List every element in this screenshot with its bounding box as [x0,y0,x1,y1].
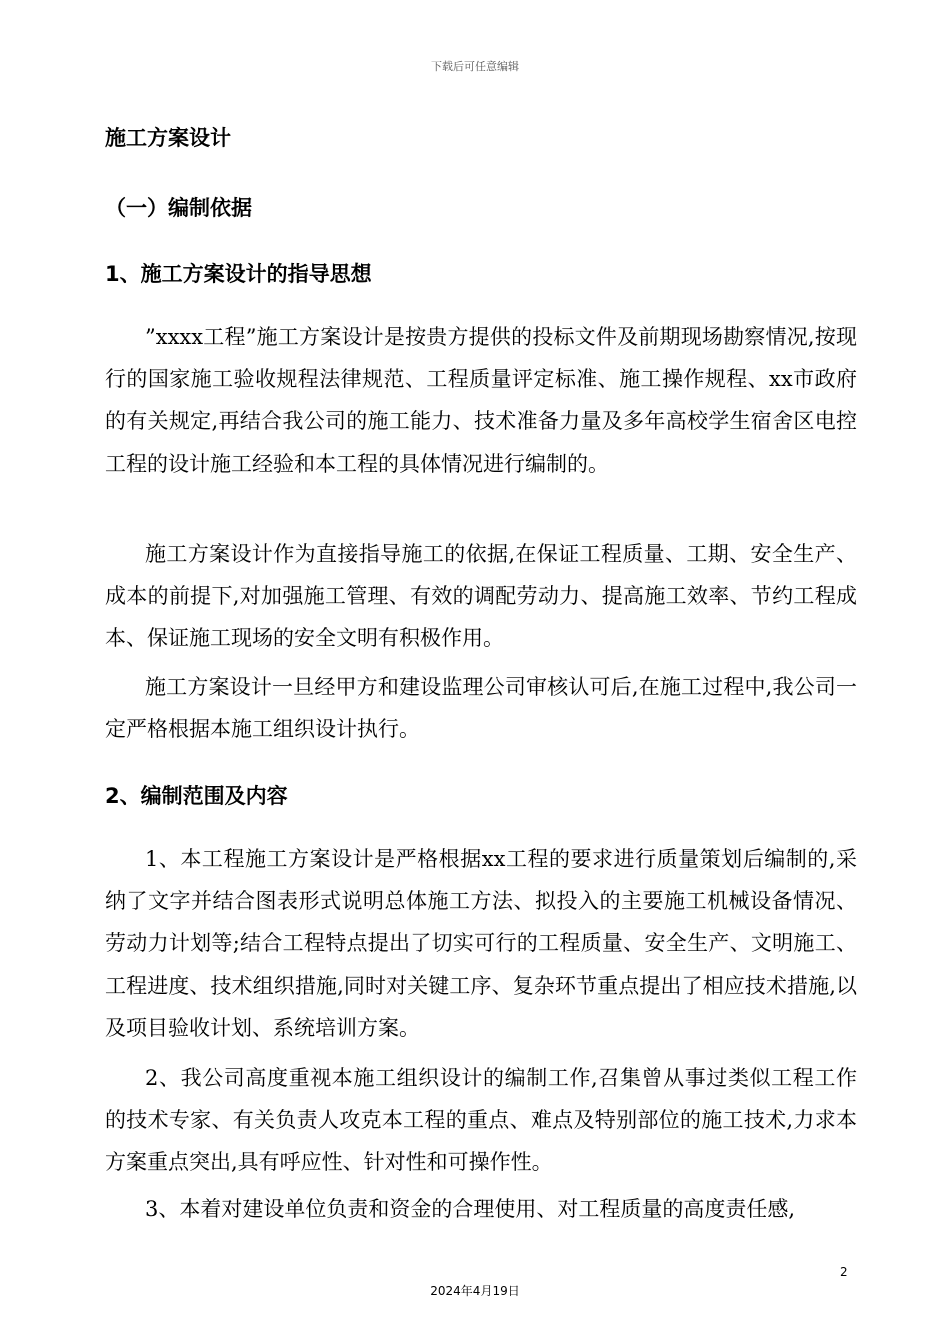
document-title: 施工方案设计 [105,126,231,150]
subsection-heading: 1、施工方案设计的指导思想 [105,262,372,286]
body-paragraph: 施工方案设计一旦经甲方和建设监理公司审核认可后,在施工过程中,我公司一定严格根据本施工组织设计执行。 [105,675,857,742]
footer-date: 2024年4月19日 [430,1284,520,1298]
body-paragraph: 2、我公司高度重视本施工组织设计的编制工作,召集曾从事过类似工程工作的技术专家、有关负责人攻克本工程的重点、难点及特别部位的施工技术,力求本方案重点突出,具有呼应性、针对性和可操作性。 [105,1066,857,1175]
page-number: 2 [840,1265,848,1279]
subsection-heading: 2、编制范围及内容 [105,784,288,808]
body-paragraph: 3、本着对建设单位负责和资金的合理使用、对工程质量的高度责任感, [145,1197,796,1221]
body-paragraph: 施工方案设计作为直接指导施工的依据,在保证工程质量、工期、安全生产、成本的前提下,对加强施工管理、有效的调配劳动力、提高施工效率、节约工程成本、保证施工现场的安全文明有积极作用。 [105,542,857,651]
body-paragraph: 1、本工程施工方案设计是严格根据xx工程的要求进行质量策划后编制的,采纳了文字并结合图表形式说明总体施工方法、拟投入的主要施工机械设备情况、劳动力计划等;结合工程特点提出了切实可行的工程质量、安全生产、文明施工、工程进度、技术组织措施,同时对关键工序、复杂环节重点提出了相应技术措施,以及项目验收计划、系统培训方案。 [105,847,857,1040]
body-paragraph: ”xxxx工程”施工方案设计是按贵方提供的投标文件及前期现场勘察情况,按现行的国家施工验收规程法律规范、工程质量评定标准、施工操作规程、xx市政府的有关规定,再结合我公司的施工能力、技术准备力量及多年高校学生宿舍区电控工程的设计施工经验和本工程的具体情况进行编制的。 [105,325,857,476]
section-heading: （一）编制依据 [105,196,252,220]
header-note: 下载后可任意编辑 [431,60,519,73]
